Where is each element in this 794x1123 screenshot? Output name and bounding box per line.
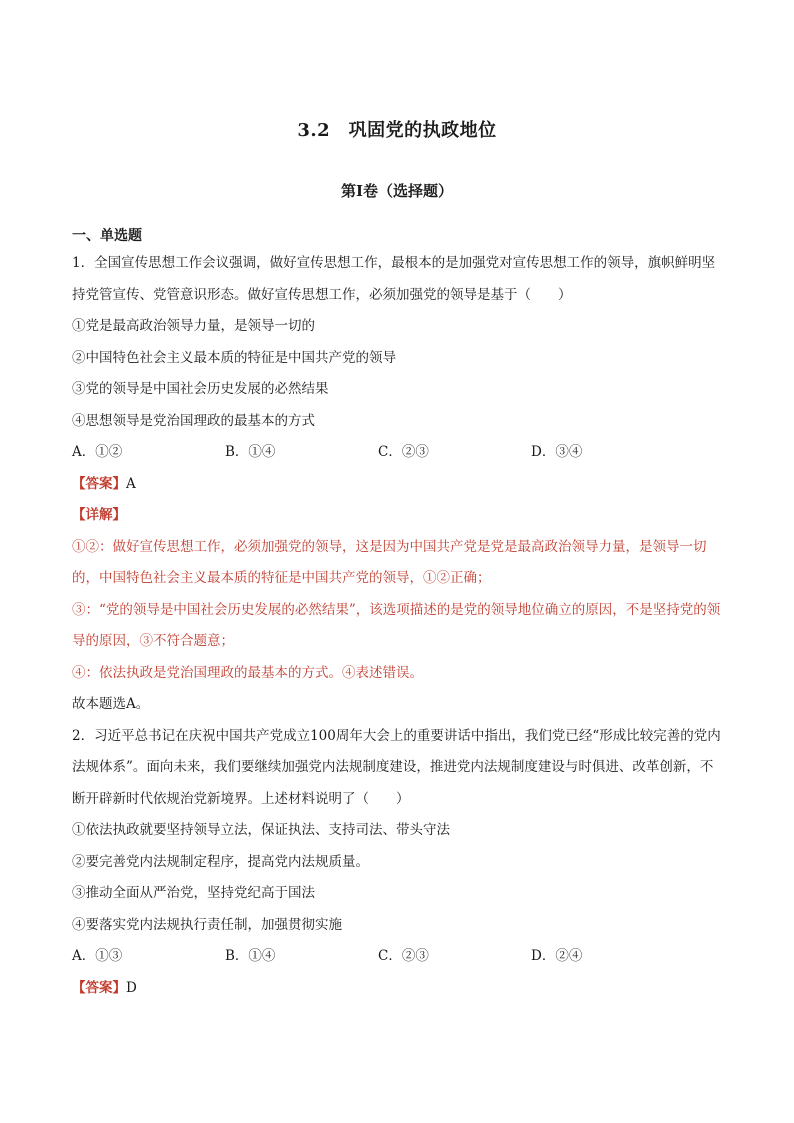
option-a: A．①③ (72, 948, 123, 964)
option-b: B．①④ (225, 444, 276, 460)
question-1-item: ②中国特色社会主义最本质的特征是中国共产党的领导 (72, 349, 396, 366)
question-1-item: ③党的领导是中国社会历史发展的必然结果 (72, 381, 329, 397)
question-2-item: ①依法执政就要坚持领导立法，保证执法、支持司法、带头守法 (72, 822, 450, 838)
question-1-stem: 1．全国宣传思想工作会议强调，做好宣传思想工作，最根本的是加强党对宣传思想工作的领导，旗帜鲜明坚持党管宣传、党管意识形态。做好宣传思想工作，必须加强党的领导是基于（ ） (72, 255, 716, 303)
question-1-item: ①党是最高政治领导力量，是领导一切的 (72, 318, 315, 334)
answer-label: 【答案】 (72, 979, 126, 996)
answer-value: A (126, 475, 136, 492)
option-d: D．②④ (531, 948, 583, 964)
question-2-item: ③推动全面从严治党，坚持党纪高于国法 (72, 885, 315, 901)
section-heading: 一、单选题 (72, 228, 142, 244)
answer-label: 【答案】 (72, 475, 126, 492)
question-2-stem: 2．习近平总书记在庆祝中国共产党成立100周年大会上的重要讲话中指出，我们党已经“形成比较完善的党内法规体系”。面向未来，我们要继续加强党内法规制度建设，推进党内法规制度建设与时俱进、改革创新，不断开辟新时代依规治党新境界。上述材料说明了（ ） (72, 727, 721, 807)
question-1-options (72, 437, 722, 469)
page-title: 3.2 巩固党的执政地位 (297, 120, 497, 141)
explanation-line: ①②：做好宣传思想工作，必须加强党的领导，这是因为中国共产党是党是最高政治领导力量，是领导一切的，中国特色社会主义最本质的特征是中国共产党的领导，①②正确； (72, 538, 707, 586)
detail-label: 【详解】 (72, 507, 126, 523)
option-d: D．③④ (531, 444, 583, 460)
question-1-item: ④思想领导是党治国理政的最基本的方式 (72, 412, 315, 429)
option-c: C．②③ (378, 948, 429, 964)
option-a: A．①② (72, 444, 123, 460)
explanation-line: ④：依法执政是党治国理政的最基本的方式。④表述错误。 (72, 664, 423, 681)
question-2-options (72, 941, 722, 973)
question-1-answer (72, 469, 722, 501)
explanation-line: ③：“党的领导是中国社会历史发展的必然结果”，该选项描述的是党的领导地位确立的原因，不是坚持党的领导的原因，③不符合题意； (72, 601, 721, 649)
answer-value: D (126, 979, 137, 996)
question-2-answer (72, 973, 722, 1005)
volume-subtitle: 第I卷（选择题） (340, 182, 454, 200)
question-1-conclusion: 故本题选A。 (72, 696, 150, 712)
question-2-item: ④要落实党内法规执行责任制，加强贯彻实施 (72, 916, 342, 933)
question-content (72, 248, 722, 1004)
option-c: C．②③ (378, 444, 429, 460)
question-2-item: ②要完善党内法规制定程序，提高党内法规质量。 (72, 853, 369, 870)
option-b: B．①④ (225, 948, 276, 964)
